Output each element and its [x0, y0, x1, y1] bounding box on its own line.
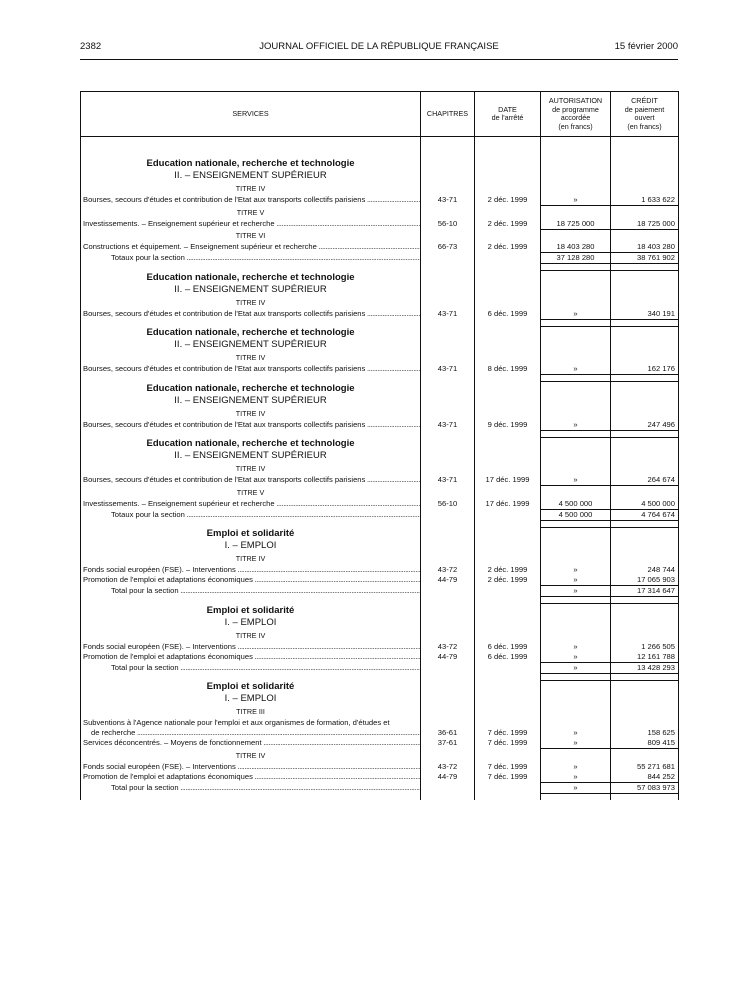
row-label [81, 642, 421, 652]
row-label-text: Services déconcentrés. – Moyens de fonctionnement ..... [83, 738, 420, 748]
titre-heading [81, 407, 679, 420]
row-autorisation: » [541, 762, 611, 772]
spacer-row [81, 520, 679, 527]
col-services: SERVICES [81, 92, 421, 137]
titre-heading [81, 206, 679, 219]
row-autorisation: » [541, 565, 611, 575]
titre-heading [81, 462, 679, 475]
ministry-heading [81, 271, 679, 284]
total-label [81, 586, 421, 597]
total-label [81, 253, 421, 264]
total-autorisation: » [541, 662, 611, 673]
titre-heading-text: TITRE IV [81, 462, 421, 475]
row-credit: 264 674 [611, 475, 679, 486]
table-row [81, 242, 679, 253]
spacer-row [81, 597, 679, 604]
row-label [81, 420, 421, 431]
total-row [81, 253, 679, 264]
row-chapitre: 43-71 [421, 475, 475, 486]
section-heading [81, 540, 679, 552]
row-chapitre: 56-10 [421, 219, 475, 230]
row-chapitre: 43-72 [421, 642, 475, 652]
row-autorisation: 18 403 280 [541, 242, 611, 253]
titre-heading-text: TITRE IV [81, 629, 421, 642]
total-label-text: Total pour la section ..... [111, 783, 420, 793]
total-autorisation: » [541, 586, 611, 597]
row-label-text: Investissements. – Enseignement supérieur et recherche ..... [83, 219, 420, 229]
spacer-row [81, 137, 679, 158]
ministry-heading [81, 527, 679, 540]
row-date: 6 déc. 1999 [475, 652, 541, 663]
ministry-heading-text: Education nationale, recherche et technologie [81, 157, 421, 170]
total-credit: 13 428 293 [611, 662, 679, 673]
spacer-row [81, 375, 679, 382]
row-autorisation: » [541, 642, 611, 652]
table-body [81, 137, 679, 800]
row-label-text: Fonds social européen (FSE). – Interventions ..... [83, 642, 420, 652]
ministry-heading [81, 326, 679, 339]
spacer-row [81, 793, 679, 800]
titre-heading-text: TITRE VI [81, 229, 421, 242]
row-label [81, 728, 421, 738]
ministry-heading [81, 604, 679, 617]
row-label [81, 565, 421, 575]
row-credit: 248 744 [611, 565, 679, 575]
col-credit: CRÉDIT de paiement ouvert (en francs) [611, 92, 679, 137]
section-heading-text: II. – ENSEIGNEMENT SUPÉRIEUR [81, 395, 421, 407]
total-label-text: Total pour la section ..... [111, 663, 420, 673]
titre-heading-text: TITRE V [81, 486, 421, 499]
row-label [81, 652, 421, 663]
row-label [81, 762, 421, 772]
row-chapitre: 44-79 [421, 772, 475, 783]
row-label-text: Fonds social européen (FSE). – Interventions ..... [83, 565, 420, 575]
section-heading [81, 284, 679, 296]
spacer-row [81, 430, 679, 437]
ministry-heading-text: Education nationale, recherche et technologie [81, 271, 421, 284]
row-date: 2 déc. 1999 [475, 242, 541, 253]
row-date: 2 déc. 1999 [475, 219, 541, 230]
row-label-text: Investissements. – Enseignement supérieur et recherche ..... [83, 499, 420, 509]
table-row [81, 652, 679, 663]
total-credit: 17 314 647 [611, 586, 679, 597]
section-heading [81, 339, 679, 351]
ministry-heading-text: Emploi et solidarité [81, 680, 421, 693]
table-row [81, 499, 679, 510]
row-label [81, 309, 421, 320]
row-chapitre: 44-79 [421, 652, 475, 663]
table-row [81, 420, 679, 431]
row-credit: 247 496 [611, 420, 679, 431]
total-label [81, 662, 421, 673]
titre-heading-text: TITRE III [81, 705, 421, 718]
row-autorisation: » [541, 420, 611, 431]
section-heading [81, 395, 679, 407]
titre-heading [81, 296, 679, 309]
total-label [81, 509, 421, 520]
section-heading [81, 170, 679, 182]
row-chapitre: 43-71 [421, 309, 475, 320]
row-date: 17 déc. 1999 [475, 499, 541, 510]
row-date: 8 déc. 1999 [475, 364, 541, 375]
table-row [81, 219, 679, 230]
ministry-heading [81, 157, 679, 170]
section-heading-text: I. – EMPLOI [81, 540, 421, 552]
total-autorisation: 4 500 000 [541, 509, 611, 520]
col-autorisation: AUTORISATION de programme accordée (en francs) [541, 92, 611, 137]
header-rule [80, 59, 678, 60]
row-chapitre: 66-73 [421, 242, 475, 253]
spacer-row [81, 673, 679, 680]
row-chapitre: 37-61 [421, 738, 475, 749]
section-heading-text: II. – ENSEIGNEMENT SUPÉRIEUR [81, 284, 421, 296]
row-label [81, 219, 421, 230]
row-credit: 18 403 280 [611, 242, 679, 253]
total-credit: 57 083 973 [611, 782, 679, 793]
row-label [81, 499, 421, 510]
row-autorisation: » [541, 475, 611, 486]
row-autorisation: » [541, 728, 611, 738]
row-date: 9 déc. 1999 [475, 420, 541, 431]
row-credit: 844 252 [611, 772, 679, 783]
row-label [81, 575, 421, 586]
total-autorisation: » [541, 782, 611, 793]
table-row [81, 762, 679, 772]
row-chapitre: 43-72 [421, 565, 475, 575]
titre-heading-text: TITRE IV [81, 552, 421, 565]
table-row [81, 728, 679, 738]
section-heading-text: I. – EMPLOI [81, 617, 421, 629]
titre-heading [81, 749, 679, 762]
total-credit: 4 764 674 [611, 509, 679, 520]
row-date: 2 déc. 1999 [475, 575, 541, 586]
table-row [81, 575, 679, 586]
titre-heading [81, 182, 679, 195]
row-label-text: Constructions et équipement. – Enseignement supérieur et recherche ..... [83, 242, 420, 252]
total-autorisation: 37 128 280 [541, 253, 611, 264]
titre-heading-text: TITRE IV [81, 351, 421, 364]
row-autorisation: » [541, 364, 611, 375]
section-heading [81, 693, 679, 705]
table-row [81, 642, 679, 652]
row-autorisation: » [541, 738, 611, 749]
titre-heading-text: TITRE V [81, 206, 421, 219]
row-chapitre: 36-61 [421, 728, 475, 738]
row-autorisation: 18 725 000 [541, 219, 611, 230]
row-chapitre: 43-71 [421, 420, 475, 431]
row-date: 7 déc. 1999 [475, 728, 541, 738]
table-row [81, 364, 679, 375]
titre-heading [81, 629, 679, 642]
section-heading [81, 617, 679, 629]
row-autorisation: » [541, 195, 611, 206]
ministry-heading [81, 680, 679, 693]
row-label [81, 242, 421, 253]
ministry-heading-text: Emploi et solidarité [81, 604, 421, 617]
titre-heading-text: TITRE IV [81, 407, 421, 420]
row-autorisation: 4 500 000 [541, 499, 611, 510]
section-heading-text: I. – EMPLOI [81, 693, 421, 705]
titre-heading [81, 705, 679, 718]
row-date: 2 déc. 1999 [475, 195, 541, 206]
row-date: 7 déc. 1999 [475, 762, 541, 772]
total-label-text: Total pour la section ..... [111, 586, 420, 596]
ministry-heading [81, 382, 679, 395]
row-credit: 17 065 903 [611, 575, 679, 586]
table-row [81, 475, 679, 486]
page-header [80, 41, 678, 55]
row-date: 6 déc. 1999 [475, 309, 541, 320]
row-label-text: de recherche ..... [83, 728, 420, 738]
col-date: DATE de l'arrêté [475, 92, 541, 137]
row-credit: 55 271 681 [611, 762, 679, 772]
row-autorisation: » [541, 652, 611, 663]
section-heading-text: II. – ENSEIGNEMENT SUPÉRIEUR [81, 450, 421, 462]
titre-heading-text: TITRE IV [81, 296, 421, 309]
titre-heading-text: TITRE IV [81, 749, 421, 762]
row-label-text: Bourses, secours d'études et contribution de l'Etat aux transports collectifs parisiens ..... [83, 195, 420, 205]
total-label [81, 782, 421, 793]
row-date: 2 déc. 1999 [475, 565, 541, 575]
row-label [81, 772, 421, 783]
total-credit: 38 761 902 [611, 253, 679, 264]
ministry-heading-text: Education nationale, recherche et technologie [81, 382, 421, 395]
total-label-text: Totaux pour la section ..... [111, 253, 420, 263]
row-credit: 1 633 622 [611, 195, 679, 206]
table-row [81, 738, 679, 749]
row-chapitre: 56-10 [421, 499, 475, 510]
row-date: 6 déc. 1999 [475, 642, 541, 652]
row-date: 17 déc. 1999 [475, 475, 541, 486]
total-label-text: Totaux pour la section ..... [111, 510, 420, 520]
total-row [81, 509, 679, 520]
row-credit: 18 725 000 [611, 219, 679, 230]
spacer-row [81, 319, 679, 326]
row-label [81, 738, 421, 749]
credits-table [80, 91, 679, 800]
ministry-heading-text: Education nationale, recherche et technologie [81, 326, 421, 339]
titre-heading-text: TITRE IV [81, 182, 421, 195]
row-label-text: Promotion de l'emploi et adaptations économiques ..... [83, 772, 420, 782]
section-heading-text: II. – ENSEIGNEMENT SUPÉRIEUR [81, 339, 421, 351]
row-label-text: Bourses, secours d'études et contribution de l'Etat aux transports collectifs parisiens ..... [83, 364, 420, 374]
table-row [81, 309, 679, 320]
row-label: Subventions à l'Agence nationale pour l'emploi et aux organismes de formation, d'études et [81, 718, 421, 728]
row-credit: 158 625 [611, 728, 679, 738]
titre-heading [81, 351, 679, 364]
row-credit: 4 500 000 [611, 499, 679, 510]
titre-heading [81, 486, 679, 499]
row-credit: 809 415 [611, 738, 679, 749]
spacer-row [81, 264, 679, 271]
ministry-heading [81, 437, 679, 450]
row-autorisation: » [541, 772, 611, 783]
table-row [81, 565, 679, 575]
row-credit: 340 191 [611, 309, 679, 320]
total-row [81, 782, 679, 793]
row-chapitre: 43-71 [421, 364, 475, 375]
table-row [81, 718, 679, 728]
row-label [81, 475, 421, 486]
row-label [81, 195, 421, 206]
row-chapitre: 44-79 [421, 575, 475, 586]
row-autorisation: » [541, 575, 611, 586]
row-chapitre: 43-72 [421, 762, 475, 772]
row-autorisation: » [541, 309, 611, 320]
row-label-text: Promotion de l'emploi et adaptations économiques ..... [83, 575, 420, 585]
row-label-text: Bourses, secours d'études et contribution de l'Etat aux transports collectifs parisiens ..... [83, 475, 420, 485]
row-label [81, 364, 421, 375]
row-date: 7 déc. 1999 [475, 738, 541, 749]
row-chapitre: 43-71 [421, 195, 475, 206]
row-label-text: Bourses, secours d'études et contribution de l'Etat aux transports collectifs parisiens ..... [83, 420, 420, 430]
row-credit: 1 266 505 [611, 642, 679, 652]
titre-heading [81, 229, 679, 242]
table-row [81, 772, 679, 783]
section-heading-text: II. – ENSEIGNEMENT SUPÉRIEUR [81, 170, 421, 182]
ministry-heading-text: Education nationale, recherche et technologie [81, 437, 421, 450]
row-credit: 162 176 [611, 364, 679, 375]
publication-date: 15 février 2000 [614, 41, 678, 52]
journal-title: JOURNAL OFFICIEL DE LA RÉPUBLIQUE FRANÇAISE [259, 41, 499, 52]
ministry-heading-text: Emploi et solidarité [81, 527, 421, 540]
table-row [81, 195, 679, 206]
row-credit: 12 161 788 [611, 652, 679, 663]
row-label-text: Bourses, secours d'études et contribution de l'Etat aux transports collectifs parisiens ..... [83, 309, 420, 319]
page-number: 2382 [80, 41, 102, 52]
total-row [81, 586, 679, 597]
titre-heading [81, 552, 679, 565]
total-row [81, 662, 679, 673]
row-label-text: Promotion de l'emploi et adaptations économiques ..... [83, 652, 420, 662]
row-date: 7 déc. 1999 [475, 772, 541, 783]
section-heading [81, 450, 679, 462]
row-label-text: Fonds social européen (FSE). – Interventions ..... [83, 762, 420, 772]
table-header-row [81, 92, 679, 137]
col-chapitres: CHAPITRES [421, 92, 475, 137]
